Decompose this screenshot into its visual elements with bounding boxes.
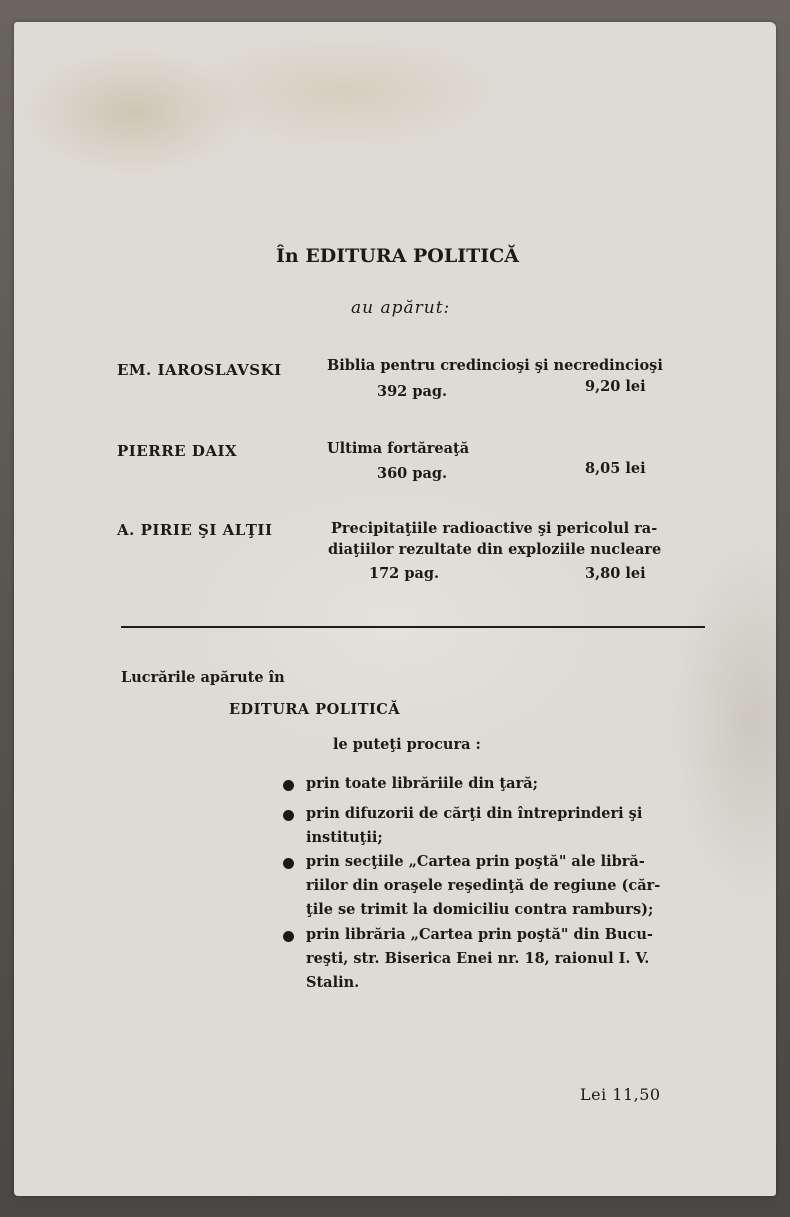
book-title: Biblia pentru credincioşi şi necredincioşi	[327, 357, 663, 374]
list-item-text: prin librăria „Cartea prin poştă" din Bucu-	[306, 926, 653, 943]
book-pages: 360 pag.	[377, 465, 448, 482]
book-pages: 172 pag.	[369, 565, 440, 582]
divider-rule	[121, 626, 705, 628]
list-item-text: prin secţiile „Cartea prin poştă" ale libră-	[306, 853, 645, 870]
availability-action: le puteţi procura :	[333, 736, 481, 753]
list-item-text: prin toate librăriile din ţară;	[306, 775, 538, 792]
availability-publisher: EDITURA POLITICĂ	[229, 701, 401, 718]
bullet-icon	[283, 858, 294, 869]
availability-intro: Lucrările apărute în	[121, 669, 285, 686]
book-price: 8,05 lei	[585, 460, 646, 477]
book-back-cover	[14, 22, 776, 1196]
list-item-text: instituţii;	[306, 829, 383, 846]
bullet-icon	[283, 810, 294, 821]
book-price: 3,80 lei	[585, 565, 646, 582]
list-item-text: riilor din oraşele reşedinţă de regiune (căr-	[306, 877, 661, 894]
list-item-text: ţile se trimit la domiciliu contra ramburs);	[306, 901, 654, 918]
publisher-heading: În EDITURA POLITICĂ	[276, 245, 519, 267]
list-item-text: reşti, str. Biserica Enei nr. 18, raionul I. V.	[306, 950, 650, 967]
book-author: EM. IAROSLAVSKI	[117, 361, 282, 379]
book-title-line-1: Precipitaţiile radioactive şi pericolul ra-	[331, 520, 658, 537]
book-author: PIERRE DAIX	[117, 442, 238, 460]
list-item-text: prin difuzorii de cărţi din întreprinderi şi	[306, 805, 643, 822]
list-item-text: Stalin.	[306, 974, 360, 991]
book-title-line-2: diaţiilor rezultate din exploziile nucleare	[328, 541, 662, 558]
subheading: au apărut:	[351, 298, 451, 318]
book-author: A. PIRIE ŞI ALŢII	[117, 521, 273, 539]
book-title: Ultima fortăreaţă	[327, 440, 470, 457]
bullet-icon	[283, 931, 294, 942]
bullet-icon	[283, 780, 294, 791]
cover-price: Lei 11,50	[580, 1085, 661, 1104]
book-pages: 392 pag.	[377, 383, 448, 400]
book-price: 9,20 lei	[585, 378, 646, 395]
